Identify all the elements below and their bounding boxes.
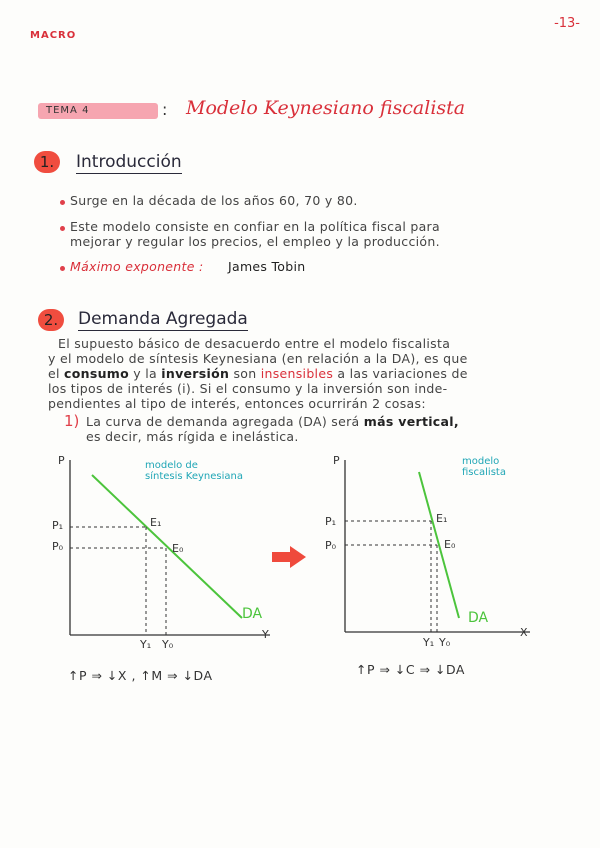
keyword-inversion: inversión (161, 366, 230, 381)
paragraph-line-3-y-la: y la (133, 366, 157, 381)
right-model-label-2: fiscalista (462, 467, 506, 478)
left-y0-label: Y₀ (162, 638, 174, 651)
paragraph-line-2: y el modelo de síntesis Keynesiana (en relación a la DA), es que (48, 351, 468, 366)
left-y1-label: Y₁ (140, 638, 152, 651)
right-e0-label: E₀ (444, 538, 456, 551)
bullet-dot (60, 266, 65, 271)
subject-label: MACRO (30, 30, 77, 41)
exponent-name: James Tobin (228, 259, 306, 274)
paragraph-line-3-son: son (233, 366, 257, 381)
bullet-1-text: Surge en la década de los años 60, 70 y 80. (70, 193, 358, 208)
paragraph-line-4: los tipos de interés (i). Si el consumo y la inversión son inde- (48, 381, 448, 396)
left-p0-label: P₀ (52, 540, 64, 553)
right-formula: ↑P ⇒ ↓C ⇒ ↓DA (356, 662, 465, 677)
right-y1-label: Y₁ (423, 636, 435, 649)
section-2-title: Demanda Agregada (78, 309, 248, 329)
left-da-label: DA (242, 606, 263, 622)
right-y0-label: Y₀ (439, 636, 451, 649)
paragraph-line-5: pendientes al tipo de interés, entonces ocurrirán 2 cosas: (48, 396, 426, 411)
point-1-bold: más vertical, (363, 414, 459, 429)
paragraph-line-3-pre: el (48, 366, 60, 381)
right-p0-label: P₀ (325, 539, 337, 552)
exponent-label: Máximo exponente : (70, 259, 204, 274)
bullet-2-text: Este modelo consiste en confiar en la política fiscal para (70, 219, 440, 234)
topic-badge: TEMA 4 (38, 103, 158, 119)
section-1-number: 1. (34, 151, 60, 173)
left-e1-label: E₁ (150, 516, 162, 529)
paragraph-line-3-post: a las variaciones de (337, 366, 468, 381)
left-da-curve (92, 475, 242, 618)
left-formula: ↑P ⇒ ↓X , ↑M ⇒ ↓DA (68, 668, 213, 683)
paragraph-line-1: El supuesto básico de desacuerdo entre el modelo fiscalista (58, 336, 451, 351)
left-model-label-2: síntesis Keynesiana (145, 471, 243, 482)
left-x-axis-label: Y (262, 628, 269, 641)
left-y-axis-label: P (58, 454, 65, 467)
left-p1-label: P₁ (52, 519, 64, 532)
point-1-text (86, 414, 459, 429)
section-1-title: Introducción (76, 152, 182, 172)
transition-arrow-icon (272, 546, 306, 568)
page-title: Modelo Keynesiano fiscalista (186, 97, 466, 119)
bullet-dot (60, 226, 65, 231)
right-da-graph (325, 450, 545, 660)
keyword-consumo: consumo (64, 366, 129, 381)
bullet-dot (60, 200, 65, 205)
left-model-label-1: modelo de (145, 460, 198, 471)
section-2-number: 2. (38, 309, 64, 331)
keyword-insensibles: insensibles (260, 366, 334, 381)
right-da-label: DA (468, 610, 489, 626)
paragraph-line-3 (48, 366, 468, 381)
left-e0-label: E₀ (172, 542, 184, 555)
point-1-text-b: es decir, más rígida e inelástica. (86, 429, 299, 444)
page-number: -13- (554, 16, 580, 31)
right-y-axis-label: P (333, 454, 340, 467)
topic-colon: : (162, 100, 168, 119)
right-x-axis-label: X (520, 626, 528, 639)
right-model-label-1: modelo (462, 456, 500, 467)
right-e1-label: E₁ (436, 512, 448, 525)
right-p1-label: P₁ (325, 515, 337, 528)
point-1-text-a: La curva de demanda agregada (DA) será (86, 414, 360, 429)
bullet-2-text-cont: mejorar y regular los precios, el empleo y la producción. (70, 234, 440, 249)
point-1-number: 1) (64, 412, 80, 430)
